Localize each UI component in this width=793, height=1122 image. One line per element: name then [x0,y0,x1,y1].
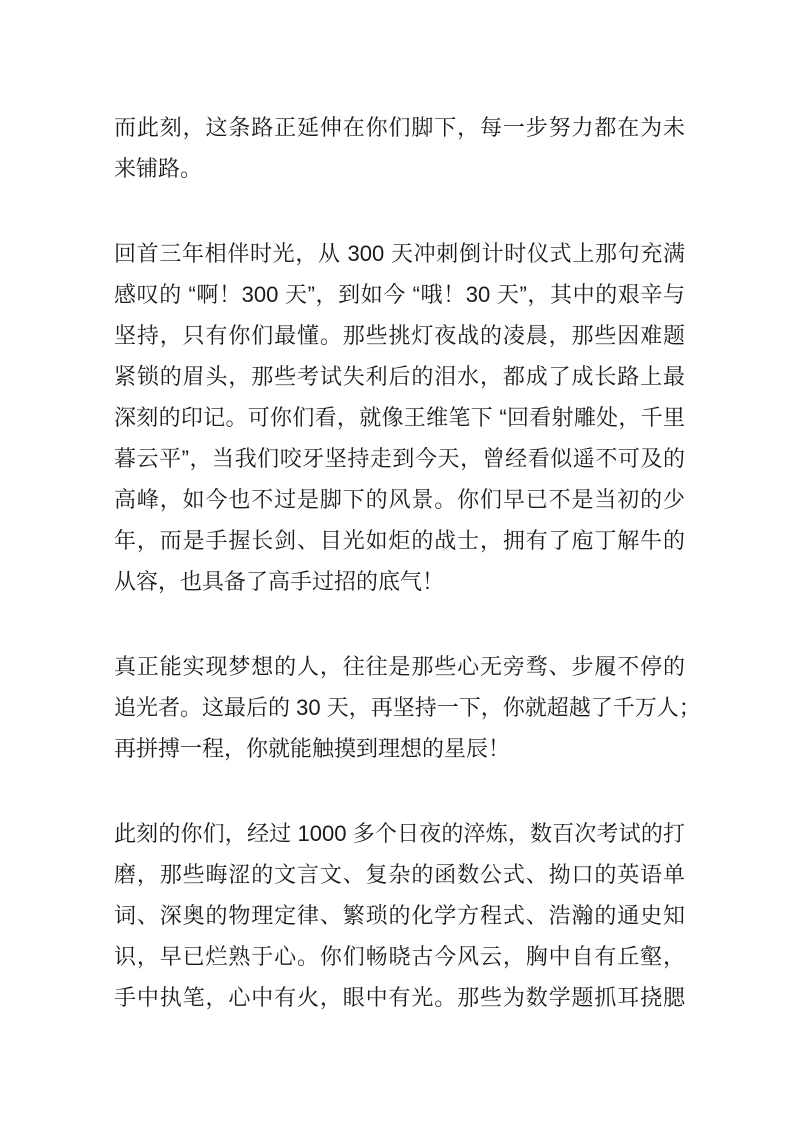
text-line: 暮云平”，当我们咬牙坚持走到今天，曾经看似遥不可及的 [114,446,685,471]
text-line: 词、深奥的物理定律、繁琐的化学方程式、浩瀚的通史知 [114,903,685,928]
paragraph [114,107,685,189]
text-line: 年，而是手握长剑、目光如炬的战士，拥有了庖丁解牛的 [114,528,685,553]
text-line: 来铺路。 [114,156,203,181]
paragraph [114,233,685,602]
text-line: 识，早已烂熟于心。你们畅晓古今风云，胸中自有丘壑， [114,944,685,969]
text-line: 再拼搏一程，你就能触摸到理想的星辰！ [114,736,511,761]
text-line: 回首三年相伴时光，从 300 天冲刺倒计时仪式上那句充满 [114,241,685,266]
text-line: 追光者。这最后的 30 天，再坚持一下，你就超越了千万人； [114,695,701,720]
text-line: 紧锁的眉头，那些考试失利后的泪水，都成了成长路上最 [114,364,685,389]
text-line: 感叹的 “啊！300 天”，到如今 “哦！30 天”，其中的艰辛与 [114,282,685,307]
paragraph [114,813,685,1018]
text-line: 从容，也具备了高手过招的底气！ [114,569,445,594]
text-line: 真正能实现梦想的人，往往是那些心无旁骛、步履不停的 [114,654,685,679]
text-line: 手中执笔，心中有火，眼中有光。那些为数学题抓耳挠腮 [114,985,685,1010]
paragraph [114,646,701,769]
text-line: 高峰，如今也不过是脚下的风景。你们早已不是当初的少 [114,487,685,512]
text-line: 而此刻，这条路正延伸在你们脚下，每一步努力都在为未 [114,115,685,140]
text-line: 深刻的印记。可你们看，就像王维笔下 “回看射雕处，千里 [114,405,685,430]
text-line: 磨，那些晦涩的文言文、复杂的函数公式、拗口的英语单 [114,862,685,887]
text-line: 坚持，只有你们最懂。那些挑灯夜战的凌晨，那些因难题 [114,323,685,348]
text-line: 此刻的你们，经过 1000 多个日夜的淬炼，数百次考试的打 [114,821,685,846]
